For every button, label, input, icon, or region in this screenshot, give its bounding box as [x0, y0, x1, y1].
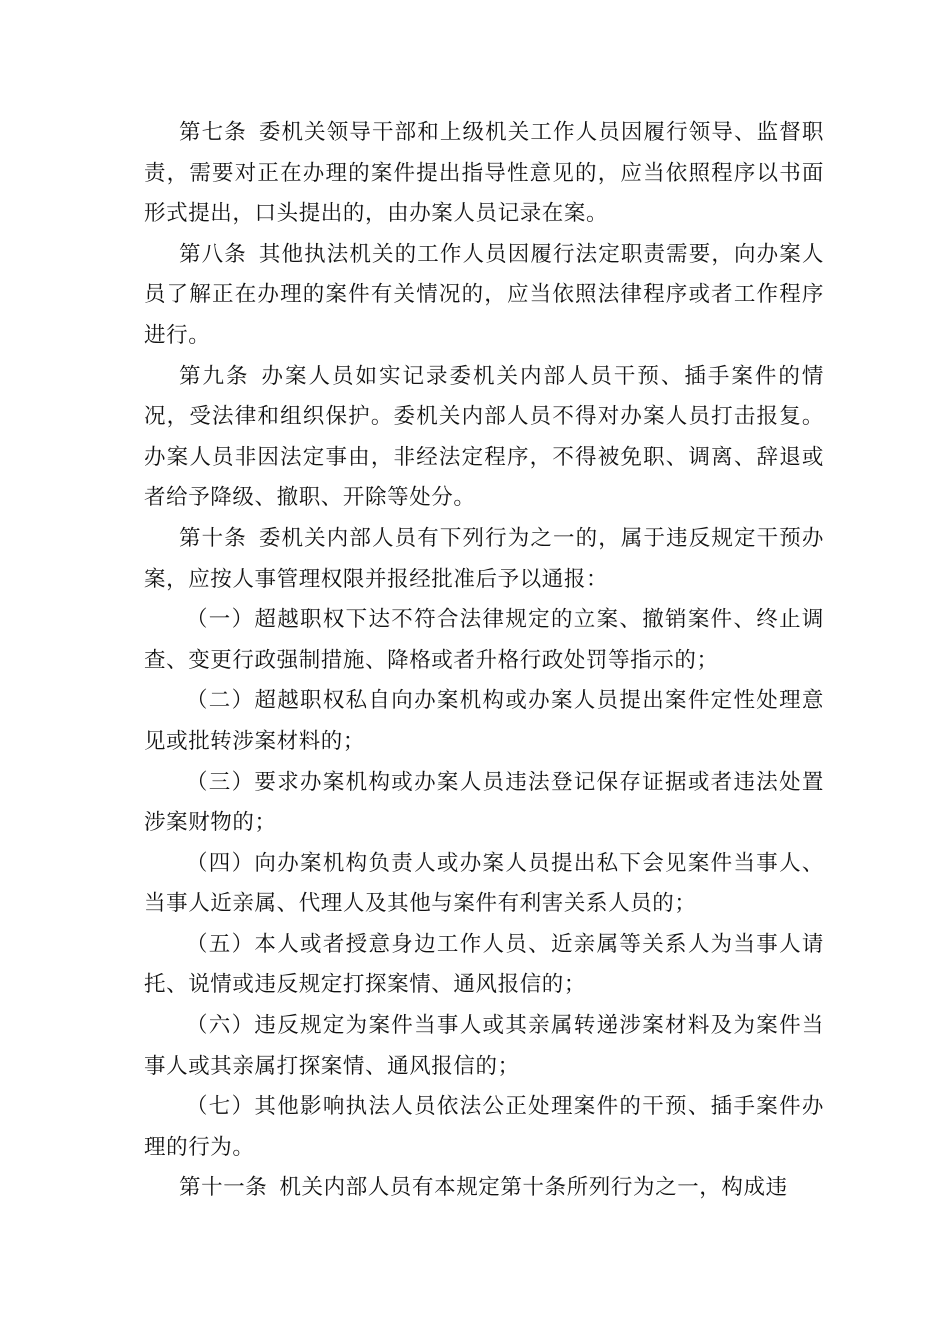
article-label: 第七条	[179, 120, 247, 145]
article-text: 委机关领导干部和上级机关工作人员因履行领导、监督职责，需要对正在办理的案件提出指导性意见的，应当依照程序以书面形式提出，口头提出的，由办案人员记录在案。	[144, 120, 824, 227]
article-text: 其他执法机关的工作人员因履行法定职责需要，向办案人员了解正在办理的案件有关情况的，应当依照法律程序或者工作程序进行。	[144, 241, 824, 348]
article-11-paragraph	[144, 1168, 824, 1209]
article-text: 办案人员如实记录委机关内部人员干预、插手案件的情况，受法律和组织保护。委机关内部人员不得对办案人员打击报复。办案人员非因法定事由，非经法定程序，不得被免职、调离、辞退或者给予降级、撤职、开除等处分。	[144, 363, 824, 511]
article-9-paragraph	[144, 357, 824, 519]
article-7-paragraph	[144, 113, 824, 235]
article-10-paragraph	[144, 519, 824, 600]
article-label: 第八条	[179, 241, 247, 267]
document-body	[144, 113, 824, 1209]
list-item-3: （三）要求办案机构或办案人员违法登记保存证据或者违法处置涉案财物的；	[144, 769, 824, 836]
article-label: 第十条	[179, 525, 247, 551]
article-text: 委机关内部人员有下列行为之一的，属于违反规定干预办案，应按人事管理权限并报经批准后予以通报：	[144, 525, 824, 592]
article-text: 机关内部人员有本规定第十条所列行为之一，构成违	[279, 1175, 788, 1201]
article-8-paragraph	[144, 235, 824, 357]
list-item-4: （四）向办案机构负责人或办案人员提出私下会见案件当事人、当事人近亲属、代理人及其他与案件有利害关系人员的；	[144, 850, 824, 917]
list-item-5: （五）本人或者授意身边工作人员、近亲属等关系人为当事人请托、说情或违反规定打探案情、通风报信的；	[144, 931, 824, 998]
list-item-6: （六）违反规定为案件当事人或其亲属转递涉案材料及为案件当事人或其亲属打探案情、通风报信的；	[144, 1013, 824, 1079]
article-label: 第九条	[179, 363, 250, 389]
article-label: 第十一条	[179, 1175, 268, 1201]
list-item-1: （一）超越职权下达不符合法律规定的立案、撤销案件、终止调查、变更行政强制措施、降格或者升格行政处罚等指示的；	[144, 607, 824, 673]
list-item-2: （二）超越职权私自向办案机构或办案人员提出案件定性处理意见或批转涉案材料的；	[144, 688, 824, 754]
list-item-7: （七）其他影响执法人员依法公正处理案件的干预、插手案件办理的行为。	[144, 1094, 824, 1160]
